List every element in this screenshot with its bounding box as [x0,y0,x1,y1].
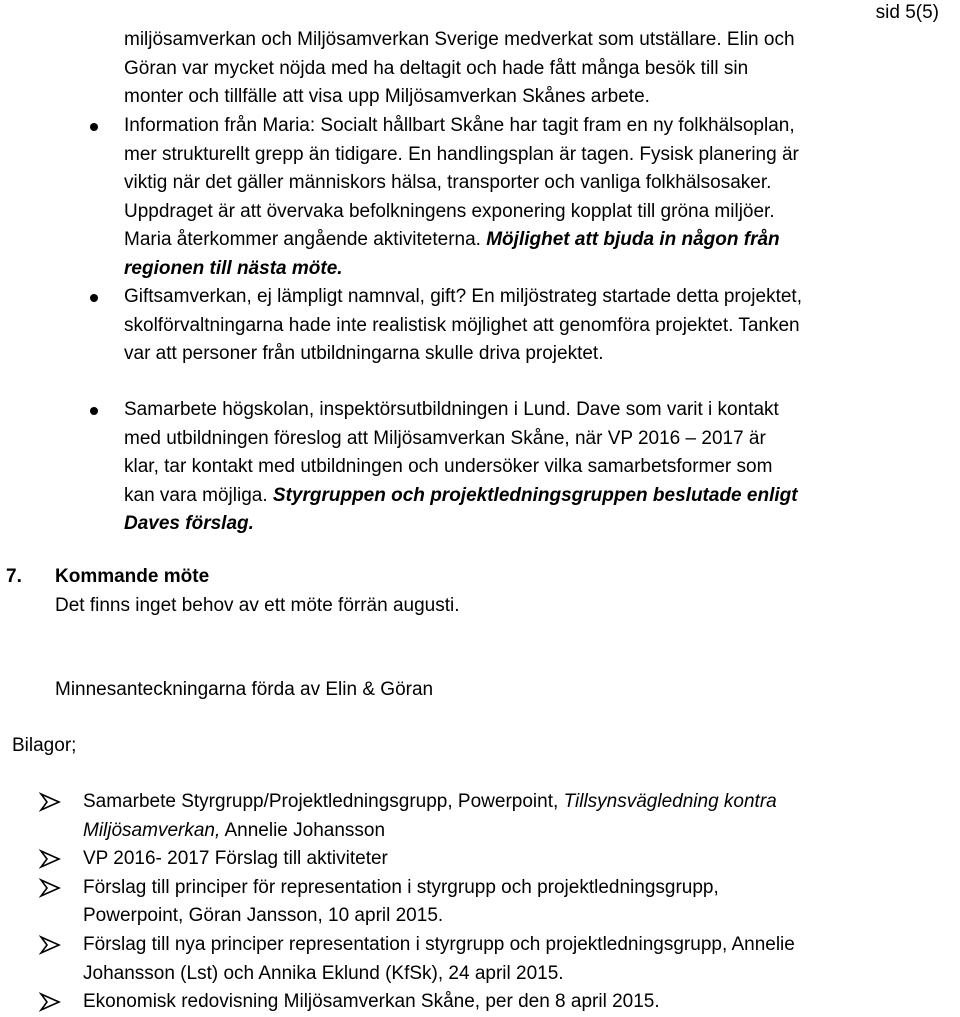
text-fragment: Annelie Johansson [220,819,386,841]
text-line: Förslag till nya principer representation i styrgrupp och projektledningsgrupp, Annelie [83,933,795,955]
attachment-item [83,931,795,988]
continuation-paragraph [124,26,795,112]
text-line: var att personer från utbildningarna skulle driva projektet. [124,343,604,365]
bullet-dot-icon [90,294,98,302]
emphasis-text: Möjlighet att bjuda in någon från [486,229,780,251]
arrow-bullet-icon [39,792,61,812]
bullet-list [124,396,798,539]
bullet-dot-icon [90,123,98,131]
text-line: klar, tar kontakt med utbildningen och undersöker vilka samarbetsformer som [124,456,773,478]
page-number: sid 5(5) [875,2,939,23]
bullet-list [124,283,802,369]
text-line: Giftsamverkan, ej lämpligt namnval, gift? En miljöstrateg startade detta projektet, [124,286,802,307]
bullet-item-hogskolan [124,396,798,539]
text-line: viktig när det gäller människors hälsa, transporter och vanliga folkhälsosaker. [124,172,772,194]
text-line: mer strukturellt grepp än tidigare. En handlingsplan är tagen. Fysisk planering är [124,143,799,165]
text-fragment: Samarbete Styrgrupp/Projektledningsgrupp, Powerpoint, [83,791,564,812]
emphasis-text: Styrgruppen och projektledningsgruppen beslutade enligt [272,484,798,506]
text-line: Förslag till principer för representation i styrgrupp och projektledningsgrupp, [83,876,719,898]
emphasis-text: Daves förslag. [124,513,254,535]
section-number: 7. [6,566,22,587]
arrow-bullet-icon [39,878,61,898]
text-fragment: kan vara möjliga. [124,484,273,506]
section-title: Kommande möte [55,566,210,587]
text-fragment: Maria återkommer angående aktiviteterna. [124,229,487,251]
attachments-list [83,788,795,1017]
arrow-bullet-icon [39,992,61,1012]
bullet-list [124,112,799,284]
arrow-bullet-icon [39,849,61,869]
attachments-label: Bilagor; [12,735,77,756]
italic-text: Tillsynsvägledning kontra [563,791,777,812]
attachment-item [83,874,795,931]
text-line: Uppdraget är att övervaka befolkningens exponering kopplat till gröna miljöer. [124,200,775,222]
text-line: Johansson (Lst) och Annika Eklund (KfSk), 24 april 2015. [83,962,564,984]
text-line: VP 2016- 2017 Förslag till aktiviteter [83,848,388,870]
attachment-item [83,988,795,1017]
text-line [124,482,798,511]
bullet-item-giftsamverkan [124,283,802,369]
text-line: miljösamverkan och Miljösamverkan Sverige medverkat som utställare. Elin och [124,29,795,50]
text-line: Göran var mycket nöjda med ha deltagit och hade fått många besök till sin [124,57,749,79]
minutes-by: Minnesanteckningarna förda av Elin & Göran [55,679,434,700]
emphasis-text: regionen till nästa möte. [124,257,343,279]
attachment-item [83,788,795,845]
text-line: Powerpoint, Göran Jansson, 10 april 2015. [83,905,444,927]
attachment-item [83,845,795,874]
text-line [83,817,795,846]
text-line: Samarbete högskolan, inspektörsutbildningen i Lund. Dave som varit i kontakt [124,399,779,420]
text-line: Ekonomisk redovisning Miljösamverkan Skåne, per den 8 april 2015. [83,991,660,1013]
italic-text: Miljösamverkan, [83,819,221,841]
text-line [83,788,795,817]
text-line: monter och tillfälle att visa upp Miljösamverkan Skånes arbete. [124,86,650,108]
text-line: Information från Maria: Socialt hållbart Skåne har tagit fram en ny folkhälsoplan, [124,115,795,136]
text-line: skolförvaltningarna hade inte realistisk möjlighet att genomföra projektet. Tanken [124,314,800,336]
bullet-item-maria [124,112,799,284]
text-line [124,226,799,255]
bullet-dot-icon [90,407,98,415]
text-line: med utbildningen föreslog att Miljösamverkan Skåne, när VP 2016 – 2017 är [124,427,766,449]
arrow-bullet-icon [39,935,61,955]
section-description: Det finns inget behov av ett möte förrän augusti. [55,595,460,616]
